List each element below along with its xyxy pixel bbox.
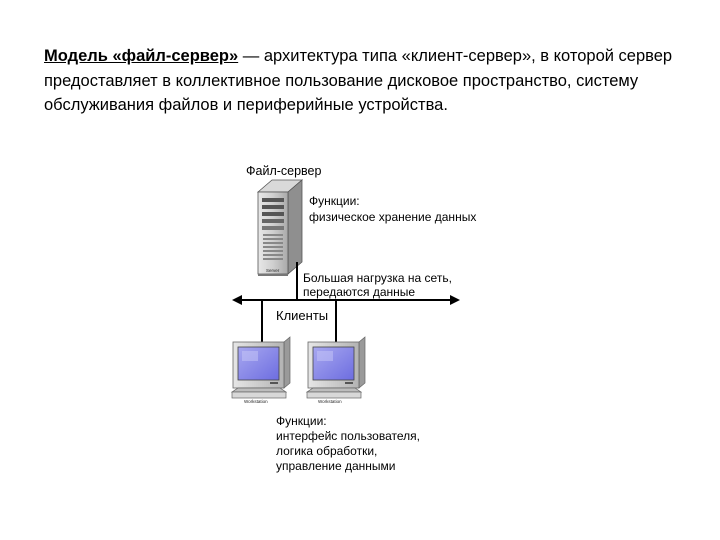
network-note-line1: Большая нагрузка на сеть, xyxy=(303,271,452,285)
server-tower-icon xyxy=(258,180,302,276)
server-functions-heading: Функции: xyxy=(309,194,360,208)
bus-arrow-left-icon xyxy=(232,295,242,305)
server-functions-item: физическое хранение данных xyxy=(309,210,477,224)
intro-text: — архитектура типа «клиент-сервер», в которой сервер предоставляет в коллективное пользование дисковое пространство, систему обслуживания файлов и периферийные устройства. xyxy=(44,47,673,114)
clients-label: Клиенты xyxy=(276,308,329,323)
workstation-1-badge: Workstation xyxy=(244,399,268,404)
workstation-2-badge: Workstation xyxy=(318,399,342,404)
client-function-ui: интерфейс пользователя, xyxy=(276,429,420,443)
intro-term: Модель «файл-сервер» xyxy=(44,47,239,65)
server-title: Файл-сервер xyxy=(246,164,322,178)
server-badge: Server xyxy=(266,268,280,273)
bus-arrow-right-icon xyxy=(450,295,460,305)
client-function-data: управление данными xyxy=(276,459,396,473)
client-functions-heading: Функции: xyxy=(276,414,327,428)
workstation-2-icon xyxy=(307,337,365,398)
workstation-1-icon xyxy=(232,337,290,398)
network-note-line2: передаются данные xyxy=(303,285,416,299)
client-function-logic: логика обработки, xyxy=(276,444,378,458)
